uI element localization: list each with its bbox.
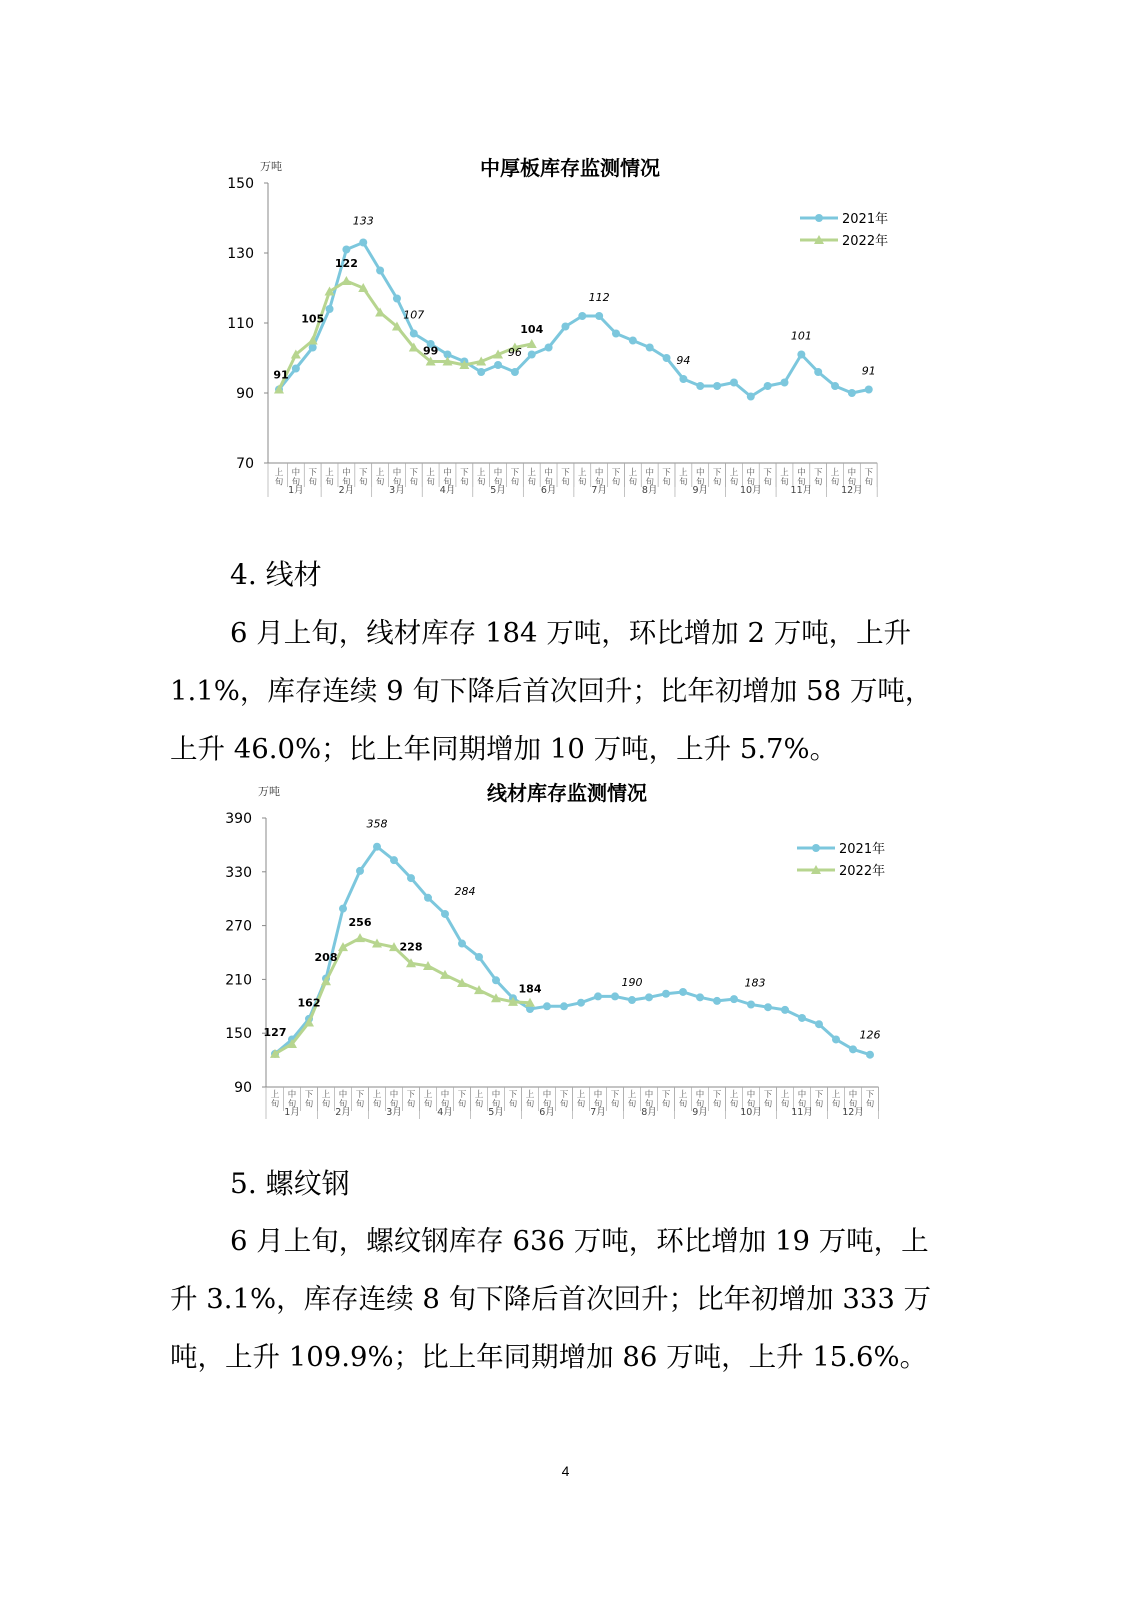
wire-rod-line-1: 6 月上旬，线材库存 184 万吨，环比增加 2 万吨，上升 bbox=[230, 617, 912, 649]
x-month-label: 12月 bbox=[842, 1107, 864, 1118]
data-point bbox=[764, 1003, 772, 1011]
x-month-label: 5月 bbox=[490, 485, 506, 496]
x-period-label: 下旬 bbox=[358, 468, 368, 488]
x-period-label: 下旬 bbox=[865, 1090, 875, 1110]
x-period-label: 中旬 bbox=[593, 1090, 603, 1110]
data-point bbox=[815, 1020, 823, 1028]
x-period-label: 上旬 bbox=[372, 1090, 382, 1110]
x-period-label: 中旬 bbox=[797, 1090, 807, 1110]
y-tick-label: 390 bbox=[225, 811, 252, 827]
y-tick-label: 210 bbox=[225, 972, 252, 989]
x-month-label: 1月 bbox=[288, 485, 304, 496]
x-period-label: 中旬 bbox=[695, 1090, 705, 1110]
rebar-line-3: 吨，上升 109.9%；比上年同期增加 86 万吨，上升 15.6%。 bbox=[170, 1341, 928, 1373]
x-period-label: 上旬 bbox=[678, 1090, 688, 1110]
y-tick-label: 270 bbox=[225, 918, 252, 935]
x-month-label: 3月 bbox=[389, 485, 405, 496]
data-label: 162 bbox=[297, 996, 321, 1010]
y-axis-unit-label: 万吨 bbox=[258, 785, 280, 798]
x-month-label: 11月 bbox=[790, 485, 813, 496]
data-label: 190 bbox=[621, 976, 643, 990]
x-period-label: 中旬 bbox=[342, 468, 351, 488]
data-label: 104 bbox=[520, 323, 544, 336]
x-period-label: 下旬 bbox=[304, 1090, 314, 1110]
data-point bbox=[492, 976, 500, 984]
x-period-label: 下旬 bbox=[355, 1090, 365, 1110]
y-axis-unit-label: 万吨 bbox=[260, 160, 282, 173]
data-point bbox=[832, 1035, 840, 1043]
data-point bbox=[560, 1002, 568, 1010]
x-period-label: 中旬 bbox=[645, 468, 654, 488]
x-month-label: 8月 bbox=[641, 485, 658, 496]
rebar-line-2: 升 3.1%，库存连续 8 旬下降后首次回升；比年初增加 333 万 bbox=[170, 1283, 932, 1315]
data-point bbox=[577, 999, 585, 1007]
data-point bbox=[475, 953, 483, 961]
legend-marker bbox=[812, 844, 820, 852]
data-point bbox=[730, 995, 738, 1003]
data-point bbox=[339, 905, 347, 913]
x-month-label: 10月 bbox=[740, 485, 762, 496]
x-period-label: 中旬 bbox=[291, 468, 301, 488]
x-month-label: 2月 bbox=[335, 1107, 351, 1118]
x-month-label: 7月 bbox=[591, 485, 607, 496]
legend-label: 2022年 bbox=[842, 234, 889, 249]
data-point bbox=[594, 992, 602, 1000]
data-point bbox=[713, 997, 721, 1005]
data-point bbox=[458, 940, 466, 948]
chart-title: 线材库存监测情况 bbox=[487, 781, 647, 805]
data-point bbox=[781, 1006, 789, 1014]
x-period-label: 中旬 bbox=[338, 1090, 348, 1110]
data-label: 91 bbox=[861, 364, 876, 378]
x-month-label: 4月 bbox=[437, 1107, 453, 1118]
x-month-label: 2月 bbox=[338, 485, 355, 496]
x-period-label: 下旬 bbox=[457, 1090, 467, 1110]
x-month-label: 10月 bbox=[740, 1107, 762, 1118]
x-period-label: 下旬 bbox=[864, 468, 874, 488]
x-period-label: 中旬 bbox=[644, 1090, 654, 1110]
data-label: 228 bbox=[399, 940, 423, 954]
legend-label: 2022年 bbox=[839, 864, 886, 879]
data-label: 99 bbox=[422, 344, 439, 358]
data-point bbox=[747, 1001, 755, 1009]
data-point bbox=[611, 992, 619, 1000]
data-point bbox=[645, 993, 653, 1001]
y-tick-label: 330 bbox=[225, 864, 252, 881]
x-period-label: 上旬 bbox=[831, 1090, 841, 1110]
legend-label: 2021年 bbox=[839, 842, 886, 857]
x-period-label: 中旬 bbox=[594, 468, 604, 488]
legend-label: 2021年 bbox=[842, 212, 889, 227]
x-month-label: 12月 bbox=[841, 485, 863, 496]
x-period-label: 上旬 bbox=[729, 468, 739, 488]
x-period-label: 中旬 bbox=[440, 1090, 450, 1110]
x-period-label: 下旬 bbox=[559, 1090, 569, 1110]
y-tick-label: 150 bbox=[227, 176, 254, 192]
x-period-label: 下旬 bbox=[510, 468, 520, 488]
data-point bbox=[441, 910, 449, 918]
y-tick-label: 90 bbox=[234, 1080, 252, 1096]
x-period-label: 下旬 bbox=[508, 1090, 518, 1110]
x-period-label: 中旬 bbox=[491, 1090, 501, 1110]
x-month-label: 3月 bbox=[386, 1107, 402, 1118]
x-period-label: 上旬 bbox=[321, 1090, 331, 1110]
x-period-label: 上旬 bbox=[527, 468, 537, 488]
y-tick-label: 70 bbox=[236, 456, 254, 472]
data-label: 358 bbox=[366, 817, 388, 831]
data-label: 122 bbox=[334, 257, 358, 270]
x-period-label: 中旬 bbox=[443, 468, 452, 488]
x-month-label: 9月 bbox=[692, 1107, 708, 1118]
x-month-label: 1月 bbox=[284, 1107, 300, 1118]
x-month-label: 7月 bbox=[590, 1107, 606, 1118]
rebar-line-1: 6 月上旬，螺纹钢库存 636 万吨，环比增加 19 万吨，上 bbox=[230, 1225, 929, 1257]
x-period-label: 下旬 bbox=[611, 468, 621, 488]
x-period-label: 下旬 bbox=[712, 1090, 722, 1110]
page-number: 4 bbox=[561, 1463, 570, 1479]
data-label: 127 bbox=[263, 1025, 287, 1039]
x-period-label: 中旬 bbox=[287, 1090, 297, 1110]
y-tick-label: 110 bbox=[227, 316, 254, 332]
x-period-label: 上旬 bbox=[578, 468, 587, 488]
x-period-label: 中旬 bbox=[847, 468, 857, 488]
x-period-label: 下旬 bbox=[662, 468, 671, 488]
data-label: 94 bbox=[676, 354, 691, 367]
data-point bbox=[356, 867, 364, 875]
data-point bbox=[679, 988, 687, 996]
y-tick-label: 90 bbox=[236, 386, 254, 402]
x-period-label: 上旬 bbox=[627, 1090, 637, 1110]
x-month-label: 5月 bbox=[488, 1107, 504, 1118]
x-month-label: 6月 bbox=[540, 485, 557, 496]
data-point bbox=[373, 843, 381, 851]
x-period-label: 下旬 bbox=[814, 1090, 824, 1110]
x-period-label: 下旬 bbox=[763, 468, 772, 488]
x-period-label: 中旬 bbox=[695, 468, 705, 488]
x-period-label: 中旬 bbox=[746, 1090, 756, 1110]
x-period-label: 中旬 bbox=[797, 468, 806, 488]
data-point bbox=[662, 990, 670, 998]
data-point bbox=[543, 1002, 551, 1010]
series-line-2021年 bbox=[275, 847, 870, 1055]
wire-rod-line-3: 上升 46.0%；比上年同期增加 10 万吨，上升 5.7%。 bbox=[170, 733, 838, 765]
data-label: 184 bbox=[518, 982, 542, 996]
chart-title: 中厚板库存监测情况 bbox=[480, 156, 660, 180]
data-label: 96 bbox=[507, 346, 522, 359]
x-month-label: 11月 bbox=[791, 1107, 813, 1118]
section-heading-rebar: 5. 螺纹钢 bbox=[230, 1167, 350, 1200]
x-period-label: 下旬 bbox=[712, 468, 722, 488]
wire-rod-line-2: 1.1%，库存连续 9 旬下降后首次回升；比年初增加 58 万吨， bbox=[170, 675, 933, 707]
x-period-label: 上旬 bbox=[830, 468, 840, 488]
x-period-label: 上旬 bbox=[780, 1090, 790, 1110]
data-label: 91 bbox=[273, 368, 289, 382]
y-tick-label: 150 bbox=[225, 1026, 252, 1043]
data-label: 101 bbox=[790, 329, 812, 343]
data-label: 256 bbox=[348, 916, 372, 930]
x-period-label: 下旬 bbox=[813, 468, 823, 488]
data-label: 284 bbox=[454, 884, 476, 898]
data-point bbox=[407, 874, 415, 882]
x-period-label: 中旬 bbox=[544, 468, 553, 488]
data-label: 208 bbox=[314, 951, 338, 965]
x-period-label: 上旬 bbox=[576, 1090, 586, 1110]
x-period-label: 中旬 bbox=[848, 1090, 858, 1110]
x-period-label: 上旬 bbox=[476, 468, 486, 488]
x-period-label: 上旬 bbox=[679, 468, 688, 488]
x-period-label: 下旬 bbox=[610, 1090, 620, 1110]
x-period-label: 上旬 bbox=[525, 1090, 535, 1110]
data-label: 107 bbox=[403, 308, 425, 322]
data-label: 133 bbox=[352, 214, 374, 228]
x-period-label: 下旬 bbox=[406, 1090, 416, 1110]
x-month-label: 6月 bbox=[539, 1107, 555, 1118]
x-period-label: 上旬 bbox=[780, 468, 789, 488]
x-period-label: 中旬 bbox=[389, 1090, 399, 1110]
x-period-label: 下旬 bbox=[409, 468, 419, 488]
x-month-label: 8月 bbox=[641, 1107, 657, 1118]
data-label: 112 bbox=[588, 291, 610, 304]
x-month-label: 9月 bbox=[692, 485, 709, 496]
x-period-label: 中旬 bbox=[493, 468, 503, 488]
x-period-label: 上旬 bbox=[423, 1090, 433, 1110]
x-period-label: 下旬 bbox=[561, 468, 570, 488]
data-label: 183 bbox=[744, 976, 766, 990]
x-period-label: 上旬 bbox=[474, 1090, 484, 1110]
x-period-label: 上旬 bbox=[325, 468, 334, 488]
x-period-label: 上旬 bbox=[270, 1090, 280, 1110]
x-period-label: 上旬 bbox=[628, 468, 638, 488]
section-heading-wire-rod: 4. 线材 bbox=[230, 558, 322, 591]
x-period-label: 中旬 bbox=[392, 468, 402, 488]
x-period-label: 上旬 bbox=[375, 468, 385, 488]
x-period-label: 下旬 bbox=[763, 1090, 773, 1110]
data-label: 105 bbox=[301, 312, 325, 326]
data-point bbox=[628, 996, 636, 1004]
data-point bbox=[355, 933, 365, 942]
data-point bbox=[866, 1051, 874, 1059]
x-period-label: 上旬 bbox=[729, 1090, 739, 1110]
y-tick-label: 130 bbox=[227, 246, 254, 262]
data-label: 126 bbox=[859, 1028, 881, 1042]
data-point bbox=[696, 993, 704, 1001]
x-period-label: 下旬 bbox=[460, 468, 469, 488]
x-period-label: 下旬 bbox=[308, 468, 317, 488]
x-period-label: 上旬 bbox=[274, 468, 284, 488]
x-month-label: 4月 bbox=[439, 485, 456, 496]
data-point bbox=[798, 1014, 806, 1022]
x-period-label: 下旬 bbox=[661, 1090, 671, 1110]
x-period-label: 上旬 bbox=[426, 468, 435, 488]
data-point bbox=[849, 1045, 857, 1053]
data-point bbox=[424, 894, 432, 902]
data-point bbox=[390, 856, 398, 864]
x-period-label: 中旬 bbox=[746, 468, 756, 488]
rebar-paragraph bbox=[170, 1212, 960, 1386]
x-period-label: 中旬 bbox=[542, 1090, 552, 1110]
